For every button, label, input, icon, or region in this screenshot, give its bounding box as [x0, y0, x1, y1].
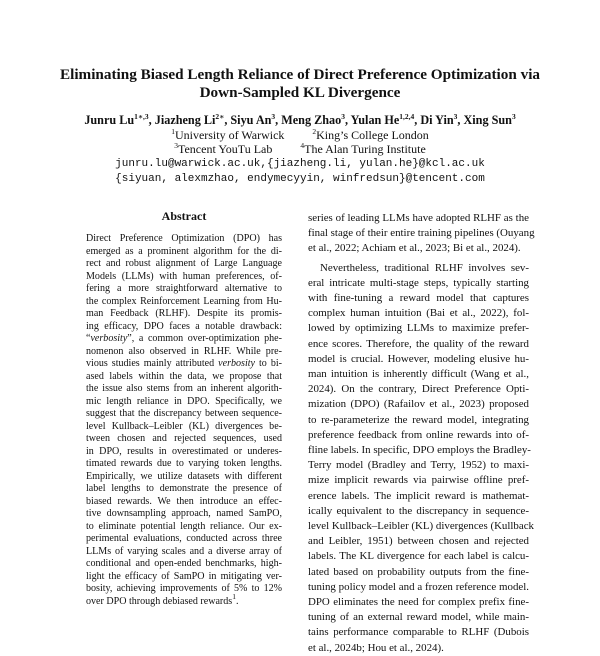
abstract-line: LLMs of varying scales and a diverse array of	[86, 545, 282, 557]
affiliation-row-1: $^1$University of Warwick $^2$King’s College London	[171, 127, 429, 142]
intro-line: lowed by optimizing LLMs to maximize prefer-	[308, 322, 529, 335]
intro-line: level Kullback–Leibler (KL) divergences (Kullback	[308, 520, 534, 533]
intro-line: series of leading LLMs have adopted RLHF as the	[308, 212, 529, 224]
intro-column	[308, 211, 535, 656]
paper-title	[40, 66, 560, 102]
abstract-line: “verbosity”, a common over-optimization phe-	[86, 333, 282, 345]
intro-line: final stage of their entire training pipelines (Ouyang	[308, 227, 535, 240]
abstract-line: rect and robust alignment of Large Language	[86, 258, 282, 270]
abstract-line: conditional and open-ended benchmarks, high-	[86, 558, 282, 570]
abstract-line: vious studies mainly attributed verbosity to bi-	[86, 358, 282, 370]
intro-line: fline labels. In specific, DPO employs the Bradley-	[308, 444, 531, 457]
email-line-2: {siyuan, alexmzhao, endymecyyin, winfredsun}@tencent.com	[115, 173, 485, 185]
intro-line: eral intricate multi-stage steps, typically starting	[308, 276, 529, 289]
affiliation: Tencent YouTu Lab	[177, 142, 273, 156]
abstract-body	[86, 233, 282, 608]
intro-line: tuning of an external reward model, while main-	[308, 611, 529, 624]
intro-line: and Leibler, 1951) between chosen and rejected	[308, 535, 529, 548]
abstract-line: tween chosen and rejected sequences, used	[86, 433, 282, 445]
author: Di Yin$^3$,	[420, 112, 464, 127]
abstract-line: the complex Reinforcement Learning from Hu-	[86, 295, 282, 307]
abstract-line: over DPO through debiased rewards	[86, 595, 233, 607]
intro-line: et al., 2024b; Hou et al., 2024).	[308, 641, 444, 654]
intro-line: Nevertheless, traditional RLHF involves sev-	[320, 261, 529, 274]
abstract-line: bosity, achieving improvements of 5% to 12%	[86, 583, 282, 595]
author: Jiazheng $Li^{2∗}$,	[154, 112, 231, 127]
author: Yulan He$^{1,2,4}$,	[350, 112, 421, 127]
footnote-marker: 1	[232, 591, 236, 601]
intro-line: man intuition is inherently difficult (Wang et al.,	[308, 368, 529, 381]
abstract-line: fering a more straightforward alternative to	[86, 283, 282, 295]
intro-line: preference feedback from online rewards into of-	[308, 428, 529, 441]
intro-line: et al., 2022; Achiam et al., 2023; Bi et al., 2024).	[308, 242, 521, 255]
intro-line: to re-parameterize the reward model, integrating	[308, 413, 529, 426]
abstract-line: ased labels within the data, we propose that	[86, 370, 282, 382]
title-line-2: Down-Sampled KL Divergence	[199, 84, 401, 101]
abstract-line: the issue also stems from an inherent algorith-	[86, 383, 282, 395]
intro-line: complex human intuition (Bai et al., 2022), fol-	[308, 307, 529, 320]
abstract-tail: .	[235, 595, 239, 607]
abstract-line: tive downsampling approach, named SamPO,	[86, 508, 282, 520]
intro-line: mization (DPO) (Rafailov et al., 2023) proposed	[308, 398, 529, 411]
affiliation: The Alan Turing Institute	[304, 142, 426, 156]
intro-line: erence labels. The implicit reward is mathemat-	[308, 489, 529, 502]
author: Xing Sun$^3$	[463, 112, 516, 127]
abstract-heading: Abstract	[161, 209, 207, 223]
abstract-line: ing efficacy, DPO faces a notable drawback:	[86, 320, 282, 332]
abstract-line: Empirically, we utilize datasets with different	[86, 470, 282, 482]
intro-line: mize implicit rewards via pairwise offline pref-	[308, 474, 529, 487]
intro-line: model is crucial. However, modeling elusive hu-	[308, 352, 529, 365]
intro-line: Terry model (Bradley and Terry, 1952) to maxi-	[308, 459, 529, 472]
intro-line: lated based on probability outputs from the fine-	[308, 565, 529, 578]
title-line-1: Eliminating Biased Length Reliance of Direct Preference Optimization via	[59, 66, 541, 83]
intro-line: ically equivalent to the discrepancy in sequence-	[308, 504, 529, 517]
affiliation: University of Warwick	[174, 128, 285, 142]
abstract-line: timated rewards due to varying token lengths.	[86, 458, 282, 470]
abstract-line: emerged as a prominent algorithm for the di-	[86, 245, 282, 257]
intro-line: tuning policy model and a frozen reference model.	[308, 580, 529, 593]
abstract-line: mic length reliance in DPO. Specifically, we	[86, 395, 282, 407]
abstract-line: light the efficacy of SamPO in mitigating ver-	[86, 570, 282, 582]
affiliation-row-2: $^3$Tencent YouTu Lab $^4$The Alan Turing Institute	[174, 141, 426, 156]
abstract-line: label lengths to demonstrate the presence of	[86, 483, 282, 495]
intro-line: DPO eliminates the need for complex prefix fine-	[308, 596, 529, 609]
abstract-line: Models (LLMs) with human preferences, of-	[86, 270, 282, 282]
abstract-line: level Kullback–Leibler (KL) divergences be-	[86, 420, 282, 432]
intro-line: ence scores. Therefore, the quality of the reward	[308, 337, 529, 350]
abstract-line: man Feedback (RLHF). Despite its promis-	[86, 308, 282, 320]
abstract-line: biased rewards. We then introduce an effec-	[86, 495, 282, 507]
intro-line: tains performance comparable to RLHF (Dubois	[308, 626, 529, 639]
intro-line: 2024). On the contrary, Direct Preference Opti-	[308, 383, 529, 396]
affiliation: King’s College London	[316, 128, 429, 142]
abstract-line: suggest that the discrepancy between sequence-	[86, 408, 282, 420]
author: Meng Zhao$^3$,	[281, 112, 351, 127]
abstract-line: to eliminate potential length reliance. Our ex-	[86, 520, 282, 532]
author-list	[40, 113, 560, 127]
intro-line: with fine-tuning a reward model that captures	[308, 292, 529, 305]
author: Junru $Lu^{1∗,3}$,	[84, 112, 155, 127]
author: Siyu An$^3$,	[230, 112, 282, 127]
email-line-1: junru.lu@warwick.ac.uk,{jiazheng.li, yulan.he}@kcl.ac.uk	[115, 158, 485, 170]
abstract-line: nomenon also observed in RLHF. While pre-	[86, 345, 282, 357]
abstract-line: perimental evaluations, conducted across three	[86, 533, 282, 545]
abstract-line: in DPO, results in overestimated or underes-	[86, 445, 282, 457]
intro-line: labels. The KL divergence for each label is calcu-	[308, 550, 529, 563]
abstract-line: Direct Preference Optimization (DPO) has	[86, 233, 282, 244]
